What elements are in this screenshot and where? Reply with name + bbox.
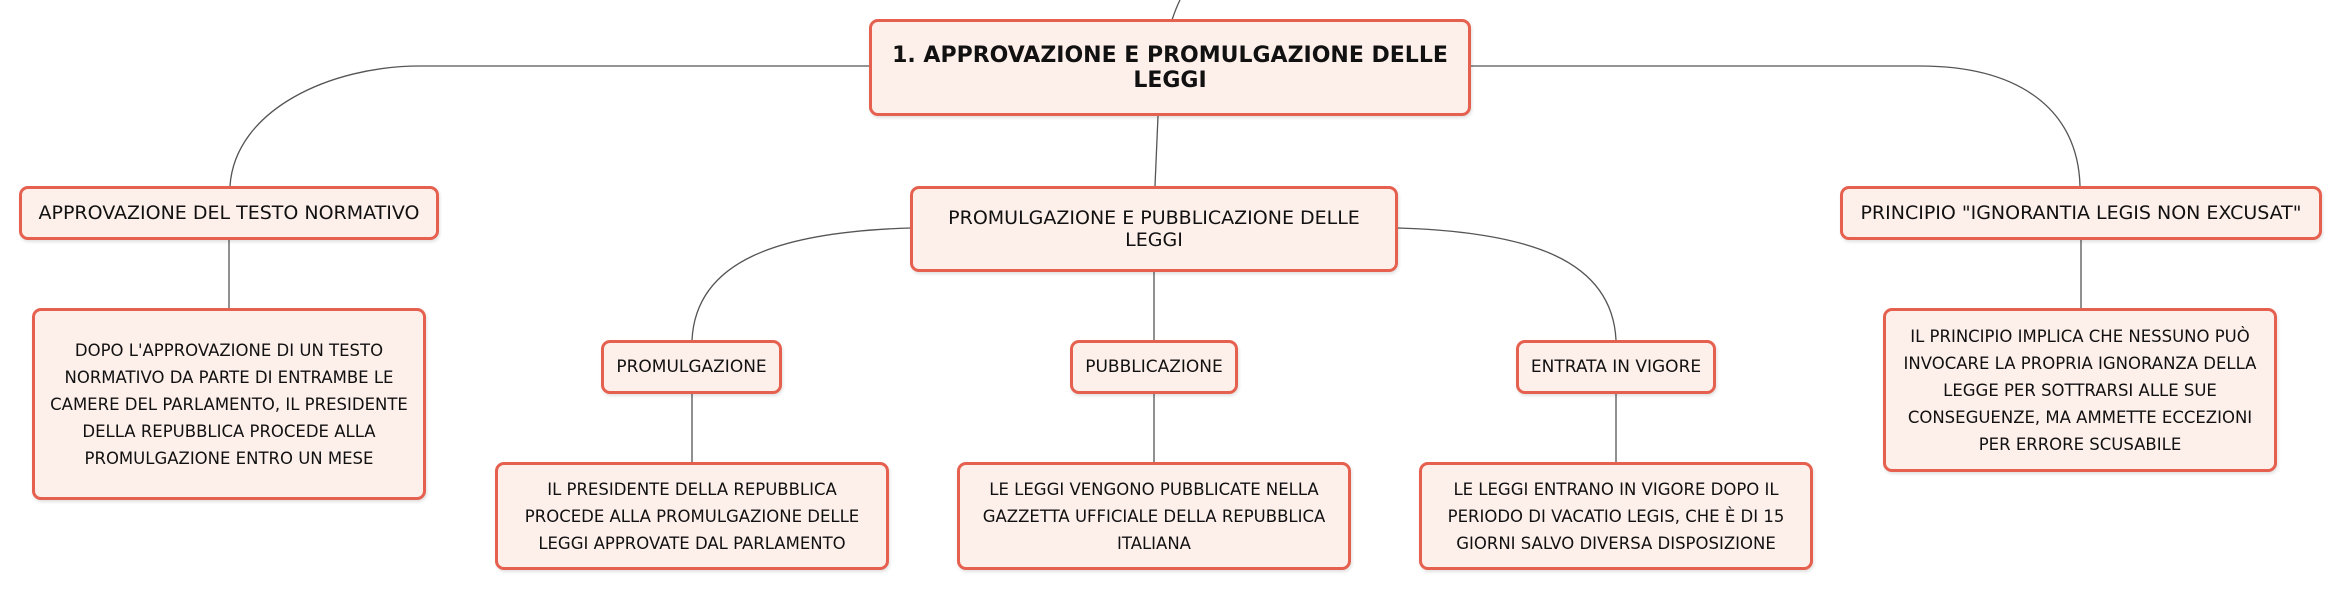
topic-promulgazione-pubblicazione-label: PROMULGAZIONE E PUBBLICAZIONE DELLE LEGGI	[948, 207, 1360, 251]
root-topic[interactable]	[869, 19, 1471, 116]
link-center-entrata	[1398, 228, 1616, 340]
detail-approvazione-testo-text: DOPO L'APPROVAZIONE DI UN TESTO NORMATIVO DA PARTE DI ENTRAMBE LE CAMERE DEL PARLAMENTO, IL PRESIDENTE DELLA REPUBBLICA PROCEDE ALLA PROMULGAZIONE ENTRO UN MESE	[50, 340, 408, 468]
topic-promulgazione-pubblicazione[interactable]	[910, 186, 1398, 272]
detail-ignorantia-legis-text: IL PRINCIPIO IMPLICA CHE NESSUNO PUÒ INVOCARE LA PROPRIA IGNORANZA DELLA LEGGE PER SOTTRARSI ALLE SUE CONSEGUENZE, MA AMMETTE ECCEZIONI PER ERRORE SCUSABILE	[1903, 326, 2257, 454]
subtopic-promulgazione-label: PROMULGAZIONE	[616, 357, 767, 377]
link-parent-root	[1172, 0, 1180, 20]
detail-pubblicazione-text: LE LEGGI VENGONO PUBBLICATE NELLA GAZZETTA UFFICIALE DELLA REPUBBLICA ITALIANA	[982, 479, 1326, 553]
detail-ignorantia-legis[interactable]	[1883, 308, 2277, 472]
detail-approvazione-testo[interactable]	[32, 308, 426, 500]
link-root-center	[1155, 116, 1158, 186]
topic-ignorantia-legis[interactable]	[1840, 186, 2322, 240]
link-root-right	[1470, 66, 2080, 186]
subtopic-entrata-in-vigore[interactable]	[1516, 340, 1716, 394]
detail-entrata-in-vigore-text: LE LEGGI ENTRANO IN VIGORE DOPO IL PERIODO DI VACATIO LEGIS, CHE È DI 15 GIORNI SALVO DIVERSA DISPOSIZIONE	[1447, 479, 1785, 553]
topic-approvazione-testo-label: APPROVAZIONE DEL TESTO NORMATIVO	[38, 202, 420, 224]
detail-entrata-in-vigore[interactable]	[1419, 462, 1813, 570]
detail-promulgazione-text: IL PRESIDENTE DELLA REPUBBLICA PROCEDE ALLA PROMULGAZIONE DELLE LEGGI APPROVATE DAL PARLAMENTO	[524, 479, 860, 553]
subtopic-pubblicazione-label: PUBBLICAZIONE	[1085, 357, 1223, 377]
root-topic-label: 1. APPROVAZIONE E PROMULGAZIONE DELLE LEGGI	[892, 42, 1448, 93]
detail-promulgazione[interactable]	[495, 462, 889, 570]
link-center-promulgazione	[692, 228, 910, 340]
link-root-left	[230, 66, 870, 186]
subtopic-entrata-in-vigore-label: ENTRATA IN VIGORE	[1530, 357, 1702, 377]
subtopic-promulgazione[interactable]	[601, 340, 782, 394]
topic-ignorantia-legis-label: PRINCIPIO "IGNORANTIA LEGIS NON EXCUSAT"	[1860, 202, 2302, 224]
topic-approvazione-testo[interactable]	[19, 186, 439, 240]
subtopic-pubblicazione[interactable]	[1070, 340, 1238, 394]
detail-pubblicazione[interactable]	[957, 462, 1351, 570]
